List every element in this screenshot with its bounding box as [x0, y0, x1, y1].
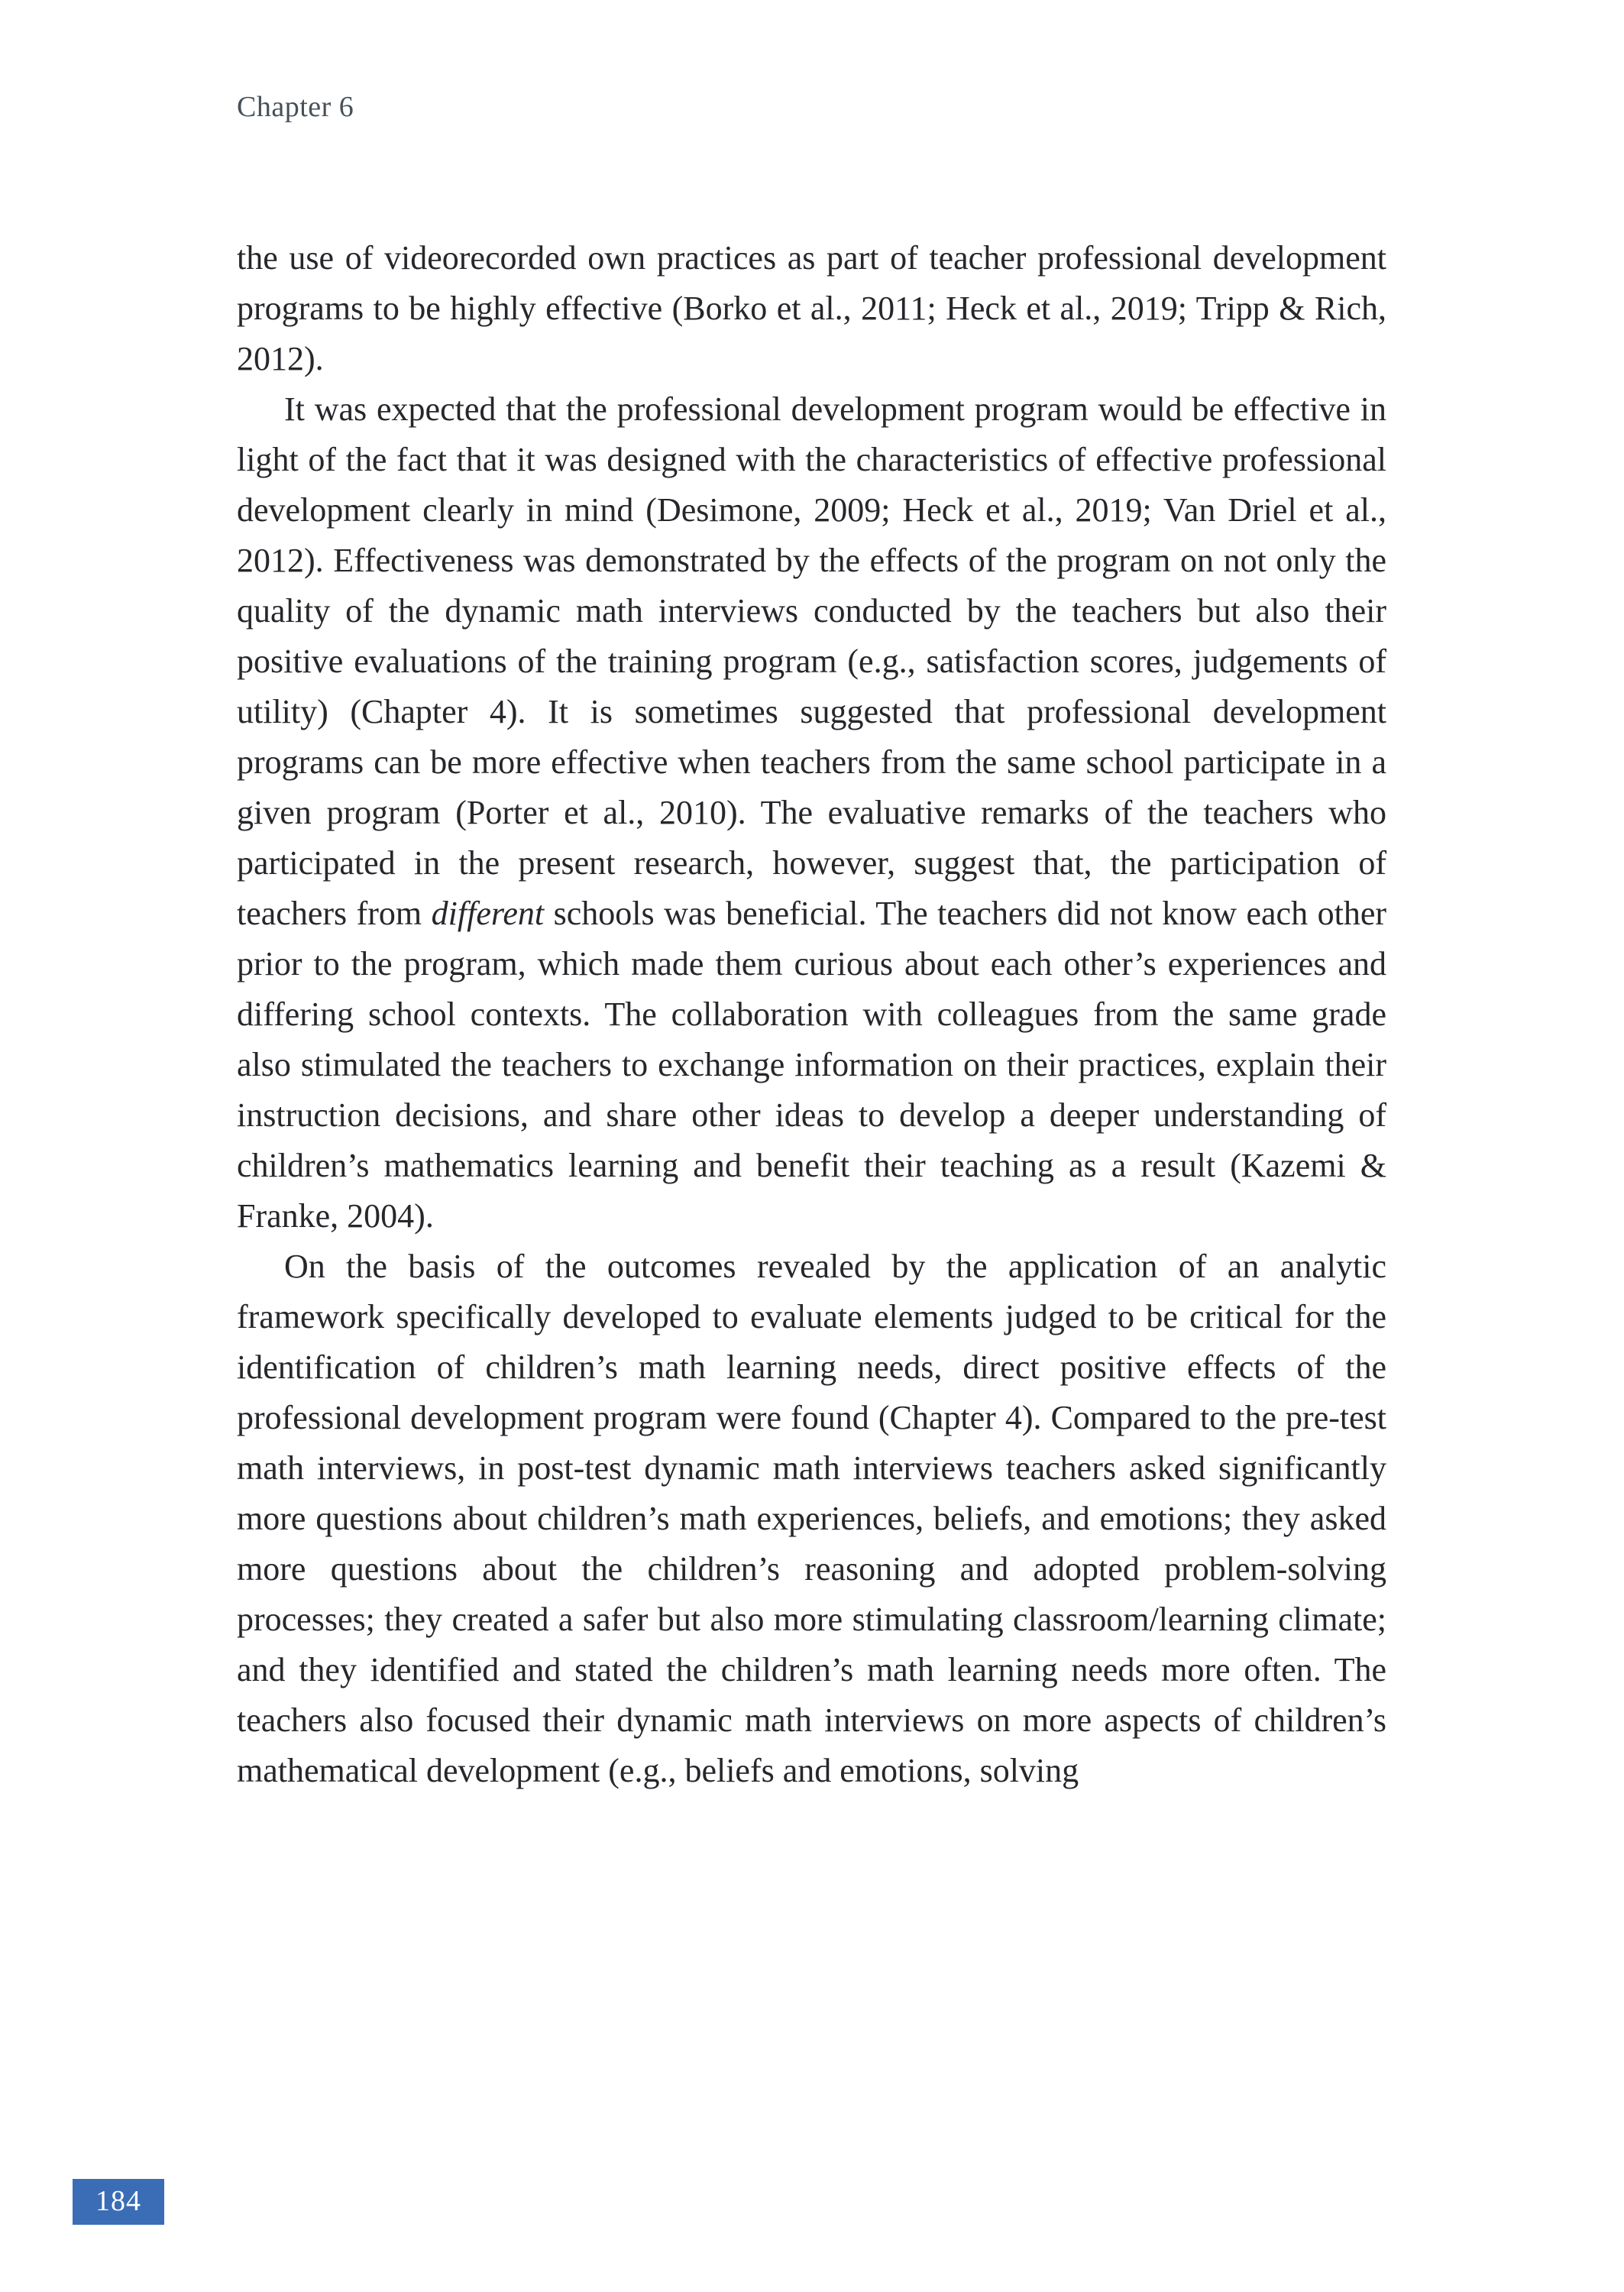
page-number-badge: 184 — [73, 2179, 164, 2225]
text-segment: On the basis of the outcomes revealed by the application of an analytic framework specifically developed to evaluate elements judged to be critical for the identification of children’s math learning needs, direct positive effects of the professional development program were found (Chapter 4). Compared to the pre-test math interviews, in post-test dynamic math interviews teachers asked significantly more questions about children’s math experiences, beliefs, and emotions; they asked more questions about the children’s reasoning and adopted problem-solving processes; they created a safer but also more stimulating classroom/learning climate; and they identified and stated the children’s math learning needs more often. The teachers also focused their dynamic math interviews on more aspects of children’s mathematical development (e.g., beliefs and emotions, solving — [237, 1248, 1386, 1789]
paragraph — [237, 233, 1386, 384]
paragraph — [237, 1242, 1386, 1796]
paragraph — [237, 384, 1386, 1242]
text-segment: schools was beneficial. The teachers did not know each other prior to the program, which made them curious about each other’s experiences and differing school contexts. The collaboration with colleagues from the same grade also stimulated the teachers to exchange information on their practices, explain their instruction decisions, and share other ideas to develop a deeper understanding of children’s mathematics learning and benefit their teaching as a result (Kazemi & Franke, 2004). — [237, 895, 1386, 1235]
italic-text: different — [431, 895, 545, 932]
body-text — [237, 233, 1386, 1796]
text-segment: the use of videorecorded own practices as part of teacher professional development programs to be highly effective (Borko et al., 2011; Heck et al., 2019; Tripp & Rich, 2012). — [237, 239, 1386, 377]
text-segment: It was expected that the professional development program would be effective in light of the fact that it was designed with the characteristics of effective professional development clearly in mind (Desimone, 2009; Heck et al., 2019; Van Driel et al., 2012). Effectiveness was demonstrated by the effects of the program on not only the quality of the dynamic math interviews conducted by the teachers but also their positive evaluations of the training program (e.g., satisfaction scores, judgements of utility) (Chapter 4). It is sometimes suggested that professional development programs can be more effective when teachers from the same school participate in a given program (Porter et al., 2010). The evaluative remarks of the teachers who participated in the present research, however, suggest that, the participation of teachers from — [237, 390, 1386, 932]
chapter-header: Chapter 6 — [237, 91, 354, 123]
